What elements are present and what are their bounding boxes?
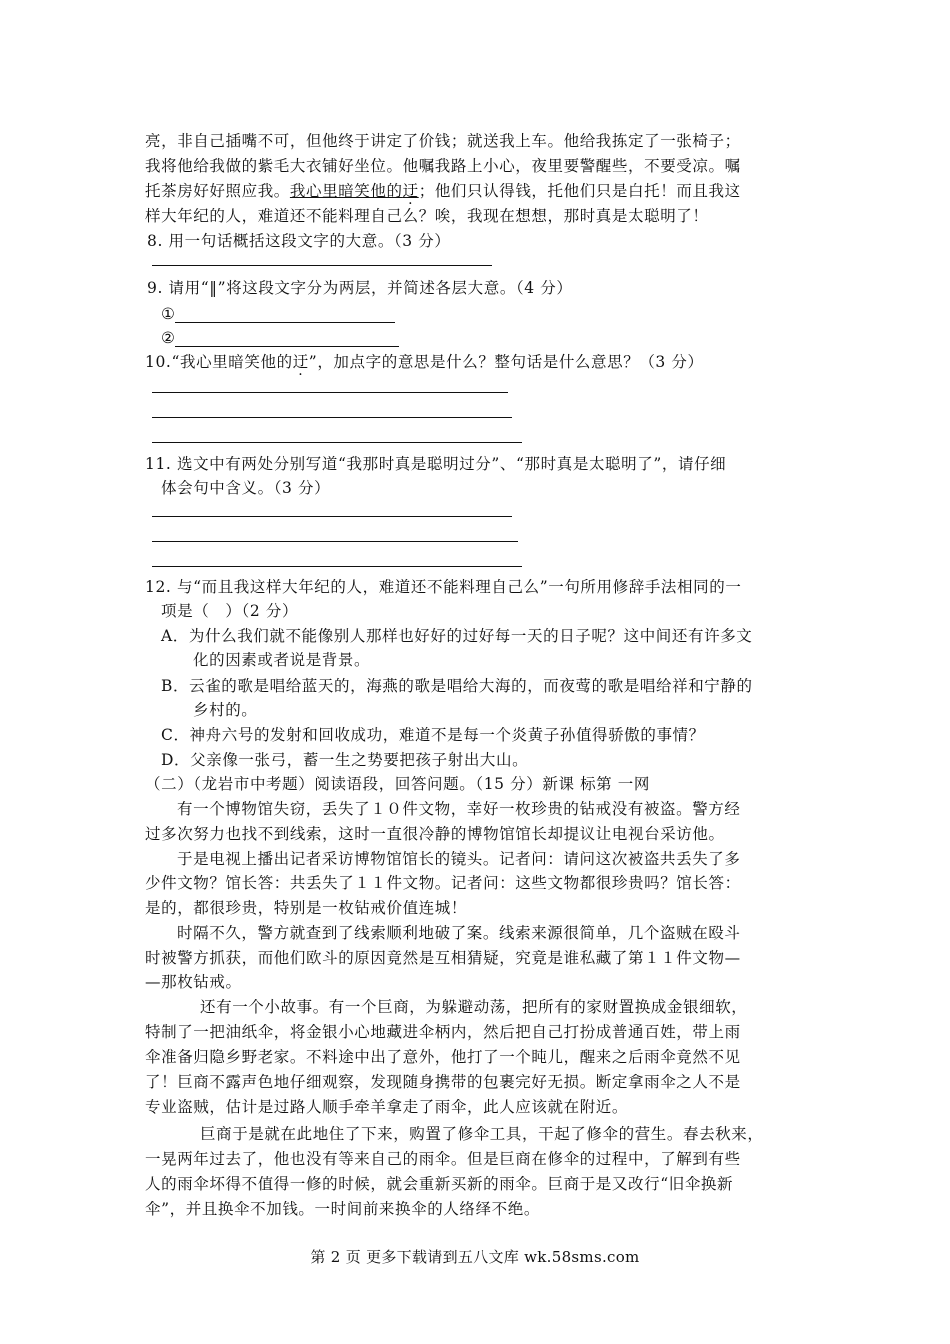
question-11-cont: 体会句中含义。（3 分）	[161, 479, 331, 497]
passage-line: 样大年纪的人，难道还不能料理自己么？唉，我现在想想，那时真是太聪明了！	[145, 207, 709, 225]
answer-blank[interactable]	[152, 265, 492, 266]
question-12-cont: 项是（ ）（2 分）	[161, 602, 299, 620]
question-12: 12. 与“而且我这样大年纪的人，难道还不能料理自己么”一句所用修辞手法相同的一	[145, 578, 742, 596]
answer-blank[interactable]	[175, 322, 395, 323]
page-footer: 第 2 页 更多下载请到五八文库 wk.58sms.com	[310, 1248, 640, 1266]
passage-text: ；他们只认得钱，托他们只是白托！而且我这	[418, 182, 741, 200]
paragraph-line: —那枚钻戒。	[145, 973, 242, 991]
paragraph-line: 是的，都很珍贵，特别是一枚钻戒价值连城！	[145, 899, 468, 917]
dotted-character: 迂	[292, 353, 309, 371]
passage-text: 托茶房好好照应我。	[145, 182, 290, 200]
question-10: 10.“我心里暗笑他的迂”，加点字的意思是什么？整句话是什么意思？（3 分）	[145, 353, 704, 371]
option-b: B．云雀的歌是唱给蓝天的，海燕的歌是唱给大海的，而夜莺的歌是唱给祥和宁静的	[161, 677, 753, 695]
option-c: C．神舟六号的发射和回收成功，难道不是每一个炎黄子孙值得骄傲的事情？	[161, 726, 705, 744]
passage-line: 亮，非自己插嘴不可，但他终于讲定了价钱；就送我上车。他给我拣定了一张椅子；	[145, 132, 741, 150]
paragraph-line: 有一个博物馆失窃，丢失了１０件文物，幸好一枚珍贵的钻戒没有被盗。警方经	[177, 800, 741, 818]
paragraph-line: 人的雨伞坏得不值得一修的时候，就会重新买新的雨伞。巨商于是又改行“旧伞换新	[145, 1175, 734, 1193]
paragraph-line: 时隔不久，警方就查到了线索顺利地破了案。线索来源很简单，几个盗贼在殴斗	[177, 924, 741, 942]
paragraph-line: 伞”，并且换伞不加钱。一时间前来换伞的人络绎不绝。	[145, 1200, 540, 1218]
option-a-cont: 化的因素或者说是背景。	[193, 651, 371, 669]
answer-marker-1: ①	[161, 305, 176, 323]
option-a: A．为什么我们就不能像别人那样也好好的过好每一天的日子呢？这中间还有许多文	[161, 627, 753, 645]
question-9: 9. 请用“‖”将这段文字分为两层，并简述各层大意。（4 分）	[147, 279, 573, 297]
answer-blank[interactable]	[175, 346, 399, 347]
underlined-sentence: 我心里暗笑他的迂	[289, 182, 419, 200]
option-d: D．父亲像一张弓，蓄一生之势要把孩子射出大山。	[161, 751, 529, 769]
dotted-character: 迂	[402, 182, 419, 200]
paragraph-line: 专业盗贼，估计是过路人顺手牵羊拿走了雨伞，此人应该就在附近。	[145, 1098, 629, 1116]
answer-blank[interactable]	[152, 392, 508, 393]
answer-marker-2: ②	[161, 329, 176, 347]
option-b-cont: 乡村的。	[193, 701, 258, 719]
paragraph-line: 少件文物？馆长答：共丢失了１１件文物。记者问：这些文物都很珍贵吗？馆长答：	[145, 874, 741, 892]
passage-line: 我将他给我做的紫毛大衣铺好坐位。他嘱我路上小心，夜里要警醒些，不要受凉。嘱	[145, 157, 741, 175]
paragraph-line: 还有一个小故事。有一个巨商，为躲避动荡，把所有的家财置换成金银细软，	[200, 998, 748, 1016]
paragraph-line: 于是电视上播出记者采访博物馆馆长的镜头。记者问：请问这次被盗共丢失了多	[177, 850, 741, 868]
paragraph-line: 时被警方抓获，而他们欧斗的原因竟然是互相猜疑，究竟是谁私藏了第１１件文物—	[145, 949, 741, 967]
paragraph-line: 巨商于是就在此地住了下来，购置了修伞工具，干起了修伞的营生。春去秋来，	[200, 1125, 764, 1143]
answer-blank[interactable]	[152, 566, 522, 567]
answer-blank[interactable]	[152, 541, 518, 542]
question-11: 11. 选文中有两处分别写道“我那时真是聪明过分”、“那时真是太聪明了”，请仔细	[145, 455, 727, 473]
answer-blank[interactable]	[152, 442, 522, 443]
paragraph-line: 一晃两年过去了，他也没有等来自己的雨伞。但是巨商在修伞的过程中，了解到有些	[145, 1150, 741, 1168]
answer-blank[interactable]	[152, 417, 512, 418]
paragraph-line: 伞准备归隐乡野老家。不料途中出了意外，他打了一个盹儿，醒来之后雨伞竟然不见	[145, 1048, 741, 1066]
paragraph-line: 过多次努力也找不到线索，这时一直很冷静的博物馆馆长却提议让电视台采访他。	[145, 825, 725, 843]
question-8: 8. 用一句话概括这段文字的大意。（3 分）	[147, 232, 451, 250]
paragraph-line: 了！巨商不露声色地仔细观察，发现随身携带的包裹完好无损。断定拿雨伞之人不是	[145, 1073, 741, 1091]
answer-blank[interactable]	[152, 516, 512, 517]
section-heading: （二）（龙岩市中考题）阅读语段，回答问题。（15 分）新课 标第 一网	[145, 775, 651, 793]
passage-line	[145, 181, 741, 201]
paragraph-line: 特制了一把油纸伞，将金银小心地藏进伞柄内，然后把自己打扮成普通百姓，带上雨	[145, 1023, 741, 1041]
